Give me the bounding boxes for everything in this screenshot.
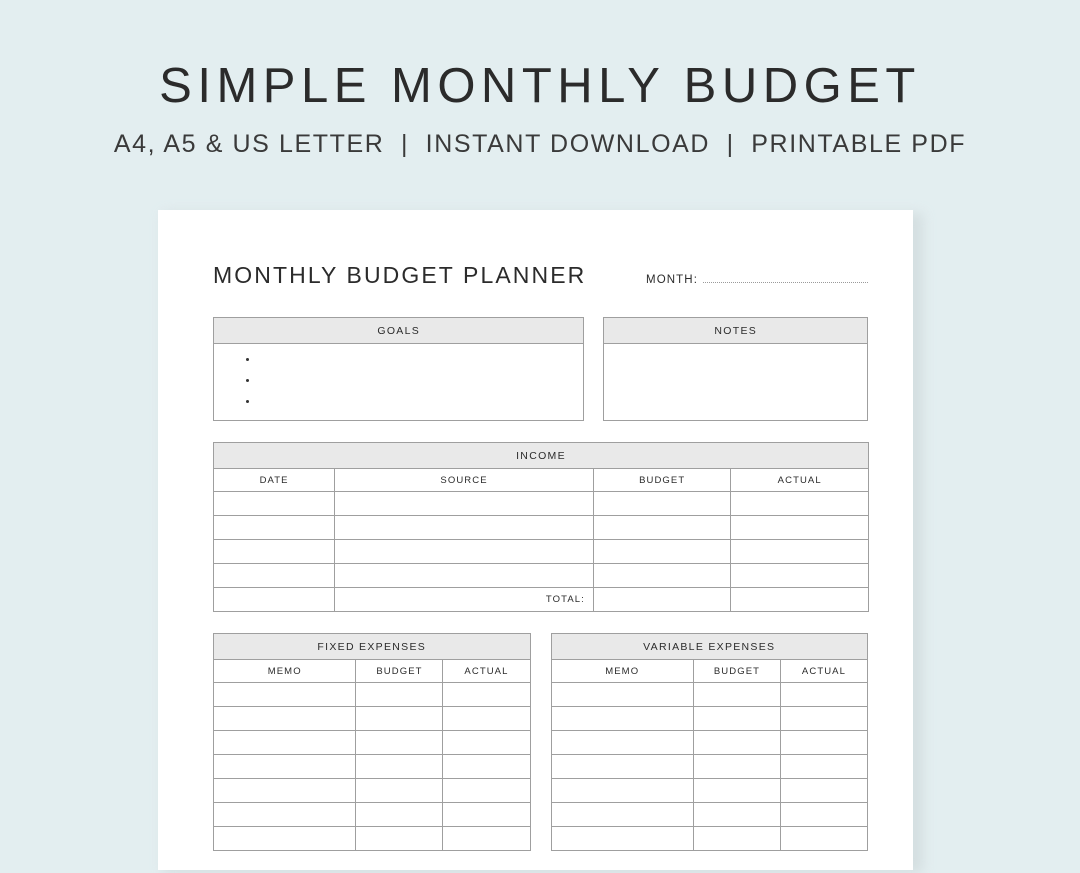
table-row[interactable] xyxy=(551,731,868,755)
cell-date[interactable] xyxy=(214,516,335,540)
table-row[interactable] xyxy=(214,564,869,588)
fixed-col-budget: BUDGET xyxy=(356,660,443,683)
cell-actual[interactable] xyxy=(443,827,530,851)
variable-expenses-table xyxy=(551,659,869,851)
cell-date[interactable] xyxy=(214,540,335,564)
cell-budget[interactable] xyxy=(356,779,443,803)
income-heading: INCOME xyxy=(213,442,869,468)
income-total-actual[interactable] xyxy=(731,588,869,612)
goals-heading: GOALS xyxy=(214,318,583,344)
income-total-budget[interactable] xyxy=(593,588,731,612)
goal-item[interactable] xyxy=(258,354,583,375)
subtitle-part-formats: A4, A5 & US LETTER xyxy=(113,130,385,159)
cell-actual[interactable] xyxy=(780,827,867,851)
cell-memo[interactable] xyxy=(551,779,693,803)
income-total-label: TOTAL: xyxy=(335,588,594,612)
page-title: SIMPLE MONTHLY BUDGET xyxy=(159,59,921,113)
cell-budget[interactable] xyxy=(356,731,443,755)
cell-budget[interactable] xyxy=(693,683,780,707)
cell-budget[interactable] xyxy=(693,755,780,779)
cell-memo[interactable] xyxy=(214,707,356,731)
cell-budget[interactable] xyxy=(356,683,443,707)
cell-actual[interactable] xyxy=(780,683,867,707)
variable-col-actual: ACTUAL xyxy=(780,660,867,683)
cell-actual[interactable] xyxy=(780,731,867,755)
cell-budget[interactable] xyxy=(693,827,780,851)
cell-actual[interactable] xyxy=(443,755,530,779)
table-row[interactable] xyxy=(551,707,868,731)
cell-budget[interactable] xyxy=(693,803,780,827)
table-row[interactable] xyxy=(214,827,531,851)
cell-budget[interactable] xyxy=(593,516,731,540)
cell-actual[interactable] xyxy=(780,707,867,731)
cell-budget[interactable] xyxy=(356,827,443,851)
fixed-expenses-section xyxy=(213,633,531,851)
cell-actual[interactable] xyxy=(443,707,530,731)
cell-source[interactable] xyxy=(335,564,594,588)
income-col-date: DATE xyxy=(214,469,335,492)
subtitle-part-filetype: PRINTABLE PDF xyxy=(751,130,967,159)
cell-memo[interactable] xyxy=(214,731,356,755)
cell-budget[interactable] xyxy=(593,540,731,564)
budget-planner-page xyxy=(158,210,913,870)
cell-budget[interactable] xyxy=(356,707,443,731)
cell-actual[interactable] xyxy=(443,731,530,755)
cell-source[interactable] xyxy=(335,492,594,516)
month-input-line[interactable] xyxy=(703,272,868,283)
table-row[interactable] xyxy=(551,755,868,779)
cell-actual[interactable] xyxy=(731,540,869,564)
month-field[interactable] xyxy=(646,272,868,289)
table-row[interactable] xyxy=(214,779,531,803)
cell-memo[interactable] xyxy=(551,683,693,707)
fixed-expenses-table xyxy=(213,659,531,851)
subtitle-separator-1: | xyxy=(401,130,410,159)
cell-actual[interactable] xyxy=(731,564,869,588)
goals-body[interactable] xyxy=(214,344,583,420)
cell-actual[interactable] xyxy=(780,755,867,779)
cell-source[interactable] xyxy=(335,516,594,540)
cell-budget[interactable] xyxy=(593,564,731,588)
income-col-actual: ACTUAL xyxy=(731,469,869,492)
table-row[interactable] xyxy=(551,827,868,851)
cell-actual[interactable] xyxy=(443,803,530,827)
table-row[interactable] xyxy=(214,803,531,827)
cell-memo[interactable] xyxy=(214,755,356,779)
table-row[interactable] xyxy=(551,683,868,707)
page-subtitle xyxy=(0,130,1080,159)
cell-memo[interactable] xyxy=(214,803,356,827)
table-row[interactable] xyxy=(214,755,531,779)
cell-actual[interactable] xyxy=(780,779,867,803)
table-row[interactable] xyxy=(214,516,869,540)
promo-header xyxy=(0,0,1080,159)
cell-memo[interactable] xyxy=(551,731,693,755)
notes-box xyxy=(603,317,868,421)
document-title-row xyxy=(213,262,868,289)
notes-heading: NOTES xyxy=(604,318,867,344)
cell-memo[interactable] xyxy=(551,707,693,731)
variable-col-memo: MEMO xyxy=(551,660,693,683)
income-section xyxy=(213,442,869,612)
notes-body[interactable] xyxy=(604,344,867,420)
fixed-col-actual: ACTUAL xyxy=(443,660,530,683)
expenses-row xyxy=(213,633,868,851)
cell-actual[interactable] xyxy=(731,492,869,516)
variable-col-budget: BUDGET xyxy=(693,660,780,683)
income-table xyxy=(213,468,869,612)
cell-memo[interactable] xyxy=(214,779,356,803)
table-row[interactable] xyxy=(214,540,869,564)
subtitle-part-delivery: INSTANT DOWNLOAD xyxy=(425,130,711,159)
cell-actual[interactable] xyxy=(443,779,530,803)
table-row[interactable] xyxy=(214,707,531,731)
table-row[interactable] xyxy=(551,803,868,827)
variable-header-row xyxy=(551,660,868,683)
variable-expenses-section xyxy=(551,633,869,851)
month-label: MONTH: xyxy=(646,274,698,286)
planner-title: MONTHLY BUDGET PLANNER xyxy=(213,262,587,288)
table-row[interactable] xyxy=(214,683,531,707)
cell-budget[interactable] xyxy=(693,731,780,755)
table-row[interactable] xyxy=(551,779,868,803)
cell-budget[interactable] xyxy=(693,779,780,803)
cell-budget[interactable] xyxy=(593,492,731,516)
cell-budget[interactable] xyxy=(356,755,443,779)
cell-budget[interactable] xyxy=(356,803,443,827)
fixed-header-row xyxy=(214,660,531,683)
cell-memo[interactable] xyxy=(551,755,693,779)
income-col-source: SOURCE xyxy=(335,469,594,492)
cell-date[interactable] xyxy=(214,492,335,516)
fixed-expenses-heading: FIXED EXPENSES xyxy=(213,633,531,659)
subtitle-separator-2: | xyxy=(726,130,735,159)
cell-actual[interactable] xyxy=(443,683,530,707)
cell-memo[interactable] xyxy=(551,803,693,827)
goal-item[interactable] xyxy=(258,396,583,417)
goals-box xyxy=(213,317,584,421)
fixed-col-memo: MEMO xyxy=(214,660,356,683)
cell-memo[interactable] xyxy=(551,827,693,851)
cell-budget[interactable] xyxy=(693,707,780,731)
income-col-budget: BUDGET xyxy=(593,469,731,492)
goal-item[interactable] xyxy=(258,375,583,396)
cell-source[interactable] xyxy=(335,540,594,564)
table-row[interactable] xyxy=(214,731,531,755)
income-total-row[interactable] xyxy=(214,588,869,612)
table-row[interactable] xyxy=(214,492,869,516)
cell-actual[interactable] xyxy=(731,516,869,540)
cell-memo[interactable] xyxy=(214,683,356,707)
cell-date[interactable] xyxy=(214,564,335,588)
goals-notes-row xyxy=(213,317,868,421)
income-header-row xyxy=(214,469,869,492)
cell-memo[interactable] xyxy=(214,827,356,851)
total-spacer xyxy=(214,588,335,612)
variable-expenses-heading: VARIABLE EXPENSES xyxy=(551,633,869,659)
cell-actual[interactable] xyxy=(780,803,867,827)
